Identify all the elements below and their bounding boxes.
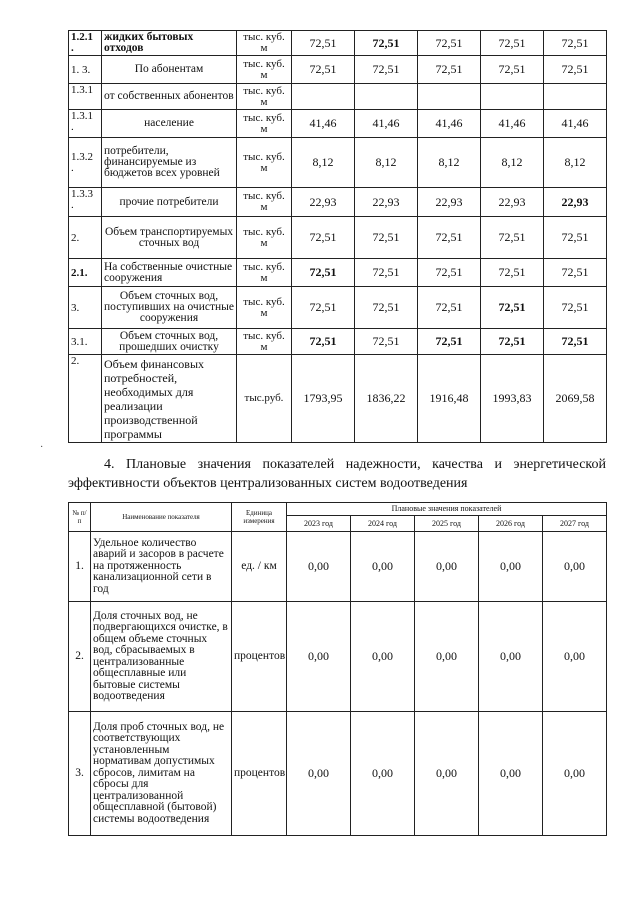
table-row [69, 138, 607, 188]
value-cell: 72,51 [481, 287, 544, 329]
table-row [69, 110, 607, 138]
header-year: 2027 год [543, 516, 607, 532]
value-cell [418, 84, 481, 110]
row-name: Объем сточных вод, поступивших на очистные сооружения [102, 287, 237, 329]
table-row [69, 355, 607, 443]
value-cell: 72,51 [544, 56, 607, 84]
row-unit: тыс. куб. м [237, 329, 292, 355]
value-cell: 0,00 [415, 712, 479, 836]
value-cell: 72,51 [544, 31, 607, 56]
table-row [69, 329, 607, 355]
value-cell: 22,93 [292, 188, 355, 217]
value-cell: 41,46 [355, 110, 418, 138]
row-name: Объем финансовых потребностей, необходимых для реализации производственной программы [102, 355, 237, 443]
row-unit: тыс. куб. м [237, 138, 292, 188]
value-cell: 22,93 [544, 188, 607, 217]
value-cell: 41,46 [292, 110, 355, 138]
row-num: 2. [69, 602, 91, 712]
row-unit: тыс. куб. м [237, 217, 292, 259]
value-cell: 2069,58 [544, 355, 607, 443]
table-row [69, 217, 607, 259]
value-cell: 41,46 [418, 110, 481, 138]
row-unit: тыс. куб. м [237, 259, 292, 287]
value-cell: 72,51 [292, 329, 355, 355]
table-row [69, 84, 607, 110]
row-name: Удельное количество аварий и засоров в расчете на протяженность канализационной сети в год [91, 532, 232, 602]
row-name: Объем транспортируемых сточных вод [102, 217, 237, 259]
value-cell: 0,00 [287, 602, 351, 712]
row-code: 1. 3. [69, 56, 102, 84]
value-cell: 0,00 [287, 712, 351, 836]
value-cell: 1993,83 [481, 355, 544, 443]
row-num: 3. [69, 712, 91, 836]
value-cell: 72,51 [355, 259, 418, 287]
row-name: прочие потребители [102, 188, 237, 217]
row-unit: тыс. куб. м [237, 56, 292, 84]
table-row [69, 602, 607, 712]
header-unit: Единица измерения [232, 503, 287, 532]
row-code: 1.3.2 . [69, 138, 102, 188]
value-cell: 0,00 [479, 602, 543, 712]
value-cell: 0,00 [543, 532, 607, 602]
value-cell: 0,00 [543, 712, 607, 836]
row-unit: процентов [232, 602, 287, 712]
row-unit: тыс. куб. м [237, 110, 292, 138]
header-year: 2026 год [479, 516, 543, 532]
value-cell: 72,51 [418, 259, 481, 287]
row-code: 2.1. [69, 259, 102, 287]
value-cell: 72,51 [544, 329, 607, 355]
value-cell: 0,00 [543, 602, 607, 712]
table-row [69, 532, 607, 602]
row-name: Объем сточных вод, прошедших очистку [102, 329, 237, 355]
value-cell: 41,46 [544, 110, 607, 138]
row-name: население [102, 110, 237, 138]
value-cell: 72,51 [292, 259, 355, 287]
value-cell: 72,51 [355, 56, 418, 84]
value-cell: 72,51 [292, 287, 355, 329]
table-row [69, 56, 607, 84]
value-cell: 72,51 [292, 56, 355, 84]
value-cell: 1916,48 [418, 355, 481, 443]
row-name: от собственных абонентов [102, 84, 237, 110]
value-cell: 72,51 [418, 287, 481, 329]
row-unit: тыс. куб. м [237, 84, 292, 110]
value-cell: 0,00 [287, 532, 351, 602]
value-cell: 8,12 [292, 138, 355, 188]
row-name: На собственные очистные сооружения [102, 259, 237, 287]
header-row [69, 503, 607, 516]
value-cell: 0,00 [479, 532, 543, 602]
value-cell: 22,93 [418, 188, 481, 217]
row-name: По абонентам [102, 56, 237, 84]
table-row [69, 31, 607, 56]
header-num: № п/ п [69, 503, 91, 532]
row-name: потребители, финансируемые из бюджетов всех уровней [102, 138, 237, 188]
value-cell: 41,46 [481, 110, 544, 138]
value-cell: 72,51 [481, 217, 544, 259]
value-cell: 8,12 [544, 138, 607, 188]
section-title: 4. Плановые значения показателей надежности, качества и энергетической эффективности объектов централизованных систем водоотведения [68, 457, 606, 491]
indicators-table [68, 502, 607, 836]
value-cell: 72,51 [544, 287, 607, 329]
value-cell: 72,51 [544, 217, 607, 259]
row-num: 1. [69, 532, 91, 602]
value-cell: 72,51 [481, 31, 544, 56]
header-name: Наименование показателя [91, 503, 232, 532]
row-unit: процентов [232, 712, 287, 836]
row-code: 1.3.3 . [69, 188, 102, 217]
scan-speck: · [40, 442, 44, 453]
header-year: 2023 год [287, 516, 351, 532]
value-cell: 72,51 [544, 259, 607, 287]
value-cell: 8,12 [481, 138, 544, 188]
value-cell: 72,51 [355, 287, 418, 329]
value-cell: 72,51 [355, 31, 418, 56]
value-cell: 8,12 [418, 138, 481, 188]
row-name: жидких бытовых отходов [102, 31, 237, 56]
header-planned: Плановые значения показателей [287, 503, 607, 516]
row-unit: тыс. куб. м [237, 31, 292, 56]
row-code: 3. [69, 287, 102, 329]
production-volume-table [68, 30, 607, 443]
value-cell: 72,51 [418, 56, 481, 84]
value-cell: 0,00 [415, 532, 479, 602]
value-cell: 0,00 [351, 712, 415, 836]
table-row [69, 712, 607, 836]
row-name: Доля сточных вод, не подвергающихся очистке, в общем объеме сточных вод, сбрасываемых в централизованные общесплавные или бытовые системы водоотведения [91, 602, 232, 712]
value-cell: 72,51 [418, 31, 481, 56]
header-year: 2025 год [415, 516, 479, 532]
table-row [69, 259, 607, 287]
value-cell: 72,51 [292, 217, 355, 259]
value-cell [355, 84, 418, 110]
section-heading [68, 455, 606, 493]
value-cell [544, 84, 607, 110]
value-cell: 72,51 [481, 56, 544, 84]
value-cell: 72,51 [418, 329, 481, 355]
value-cell: 8,12 [355, 138, 418, 188]
table-row [69, 188, 607, 217]
value-cell: 0,00 [351, 602, 415, 712]
value-cell: 22,93 [355, 188, 418, 217]
value-cell: 72,51 [481, 329, 544, 355]
header-year: 2024 год [351, 516, 415, 532]
value-cell: 22,93 [481, 188, 544, 217]
value-cell: 72,51 [355, 329, 418, 355]
row-code: 3.1. [69, 329, 102, 355]
row-name: Доля проб сточных вод, не соответствующих установленным нормативам допустимых сбросов, лимитам на сбросы для централизованной общесплавной (бытовой) системы водоотведения [91, 712, 232, 836]
row-unit: ед. / км [232, 532, 287, 602]
value-cell: 0,00 [479, 712, 543, 836]
row-code: 2. [69, 355, 102, 443]
value-cell: 1793,95 [292, 355, 355, 443]
row-code: 1.3.1 . [69, 110, 102, 138]
row-unit: тыс. куб. м [237, 287, 292, 329]
value-cell: 0,00 [351, 532, 415, 602]
row-unit: тыс.руб. [237, 355, 292, 443]
value-cell: 72,51 [292, 31, 355, 56]
value-cell: 1836,22 [355, 355, 418, 443]
row-unit: тыс. куб. м [237, 188, 292, 217]
value-cell [292, 84, 355, 110]
table-row [69, 287, 607, 329]
value-cell [481, 84, 544, 110]
value-cell: 0,00 [415, 602, 479, 712]
value-cell: 72,51 [418, 217, 481, 259]
row-code: 1.2.1 . [69, 31, 102, 56]
value-cell: 72,51 [355, 217, 418, 259]
row-code: 1.3.1 [69, 84, 102, 110]
value-cell: 72,51 [481, 259, 544, 287]
row-code: 2. [69, 217, 102, 259]
